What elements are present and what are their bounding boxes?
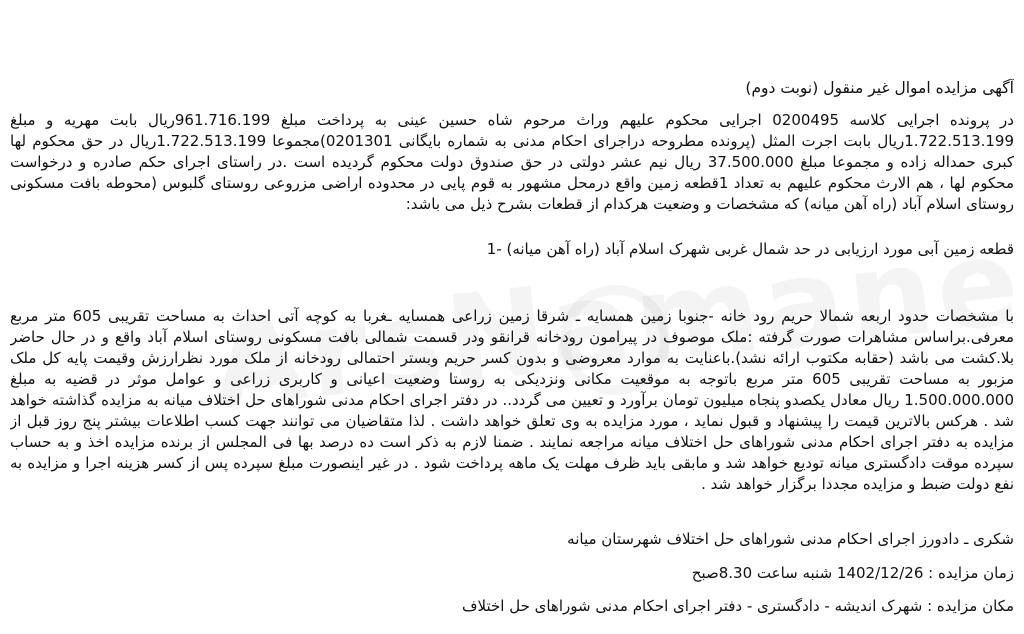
- notice-title: آگهی مزایده اموال غیر منقول (نوبت دوم): [745, 79, 1014, 97]
- notice-item-1: قطعه زمین آبی مورد ارزیابی در حد شمال غربی شهرک اسلام آباد (راه آهن میانه) -1: [486, 240, 1014, 258]
- notice-paragraph-1: [10, 110, 1014, 220]
- notice-paragraph-2: [10, 306, 1014, 526]
- paragraph-1-text: در پرونده اجرایی کلاسه 0200495 اجرایی محکوم علیهم وراث مرحوم شاه حسین عینی به پرداخت مبلغ 961.716.199ریال بابت مهریه و مبلغ 1.722.513.199ریال بابت اجرت المثل (پرونده مطروحه دراجرای احکام مدنی به شماره بایگانی 0201301)مجموعا 1.722.513.199ریال در حق محکوم لها کبری حمداله زاده و مجموعا مبلغ 37.500.000 ریال نیم عشر دولتی در حق صندوق دولت محکوم گردیده است .در راستای اجرای حکم صادره و درخواست محکوم لها ، هم الارث محکوم علیهم به تعداد 1قطعه زمین واقع درمحل مشهور به قوم پایی در محدوده اراضی مزروعی روستای گلبوس (محوطه بافت مسکونی روستای اسلام آباد (راه آهن میانه) که مشخصات و وضعیت هرکدام از قطعات بشرح ذیل می باشد:: [10, 111, 1014, 213]
- auction-time: زمان مزایده : 1402/12/26 شنبه ساعت 8.30صبح: [691, 564, 1014, 582]
- auction-place: مکان مزایده : شهرک اندیشه - دادگستری - دفتر اجرای احکام مدنی شوراهای حل اختلاف: [461, 597, 1014, 615]
- paragraph-2-text: با مشخصات حدود اربعه شمالا حریم رود خانه -جنوبا زمین همسایه ـ شرقا زمین زراعی همسایه ـغربا به کوچه آتی احداث به مساحت تقریبی 605 متر مربع معرفی.براساس مشاهرات صورت گرفته :ملک موصوف در پیرامون رودخانه قرانقو ودر قسمت شمالی بافت مسکونی روستای اسلام آباد واقع و در حال حاضر بلا.کشت می باشد (حقابه مکتوب ارائه نشد).باعنایت به موارد معروضی و بدون کسر حریم وبستر احتمالی رودخانه از ملک مورد نظرارزش وقیمت پایه کل ملک مزبور به مساحت تقریبی 605 متر مربع باتوجه به موقعیت مکانی ونزدیکی به روستا وضعیت اعیانی و کاربری زراعی و عوامل موثر در قضیه به مبلغ 1.500.000.000 ریال معادل یکصدو پنجاه میلیون تومان برآورد و تعیین می گردد.. در دفتر اجرای احکام مدنی شوراهای حل اختلاف میانه به مزایده گذاشته خواهد شد . هرکس بالاترین قیمت را پیشنهاد و قبول نماید ، مورد مزایده به وی تعلق خواهد داشت . لذا متقاضیان می توانند جهت کسب اطلاعات بیشتر پنج روز قبل از مزایده به دفتر اجرای احکام مدنی شوراهای حل اختلاف میانه مراجعه نمایند . ضمنا لازم به ذکر است ده درصد بها فی المجلس از برنده مزایده اخذ و به حساب سپرده موقت دادگستری میانه تودیع خواهد شد و مابقی باید ظرف مهلت یک ماهه پرداخت شود . در غیر اینصورت مبلغ سپرده پس از کسر هزینه اجرا و مزایده به نفع دولت ضبط و مزایده مجددا برگزار خواهد شد .: [10, 307, 1014, 493]
- notice-signature: شکری ـ دادورز اجرای احکام مدنی شوراهای حل اختلاف شهرستان میانه: [567, 530, 1014, 548]
